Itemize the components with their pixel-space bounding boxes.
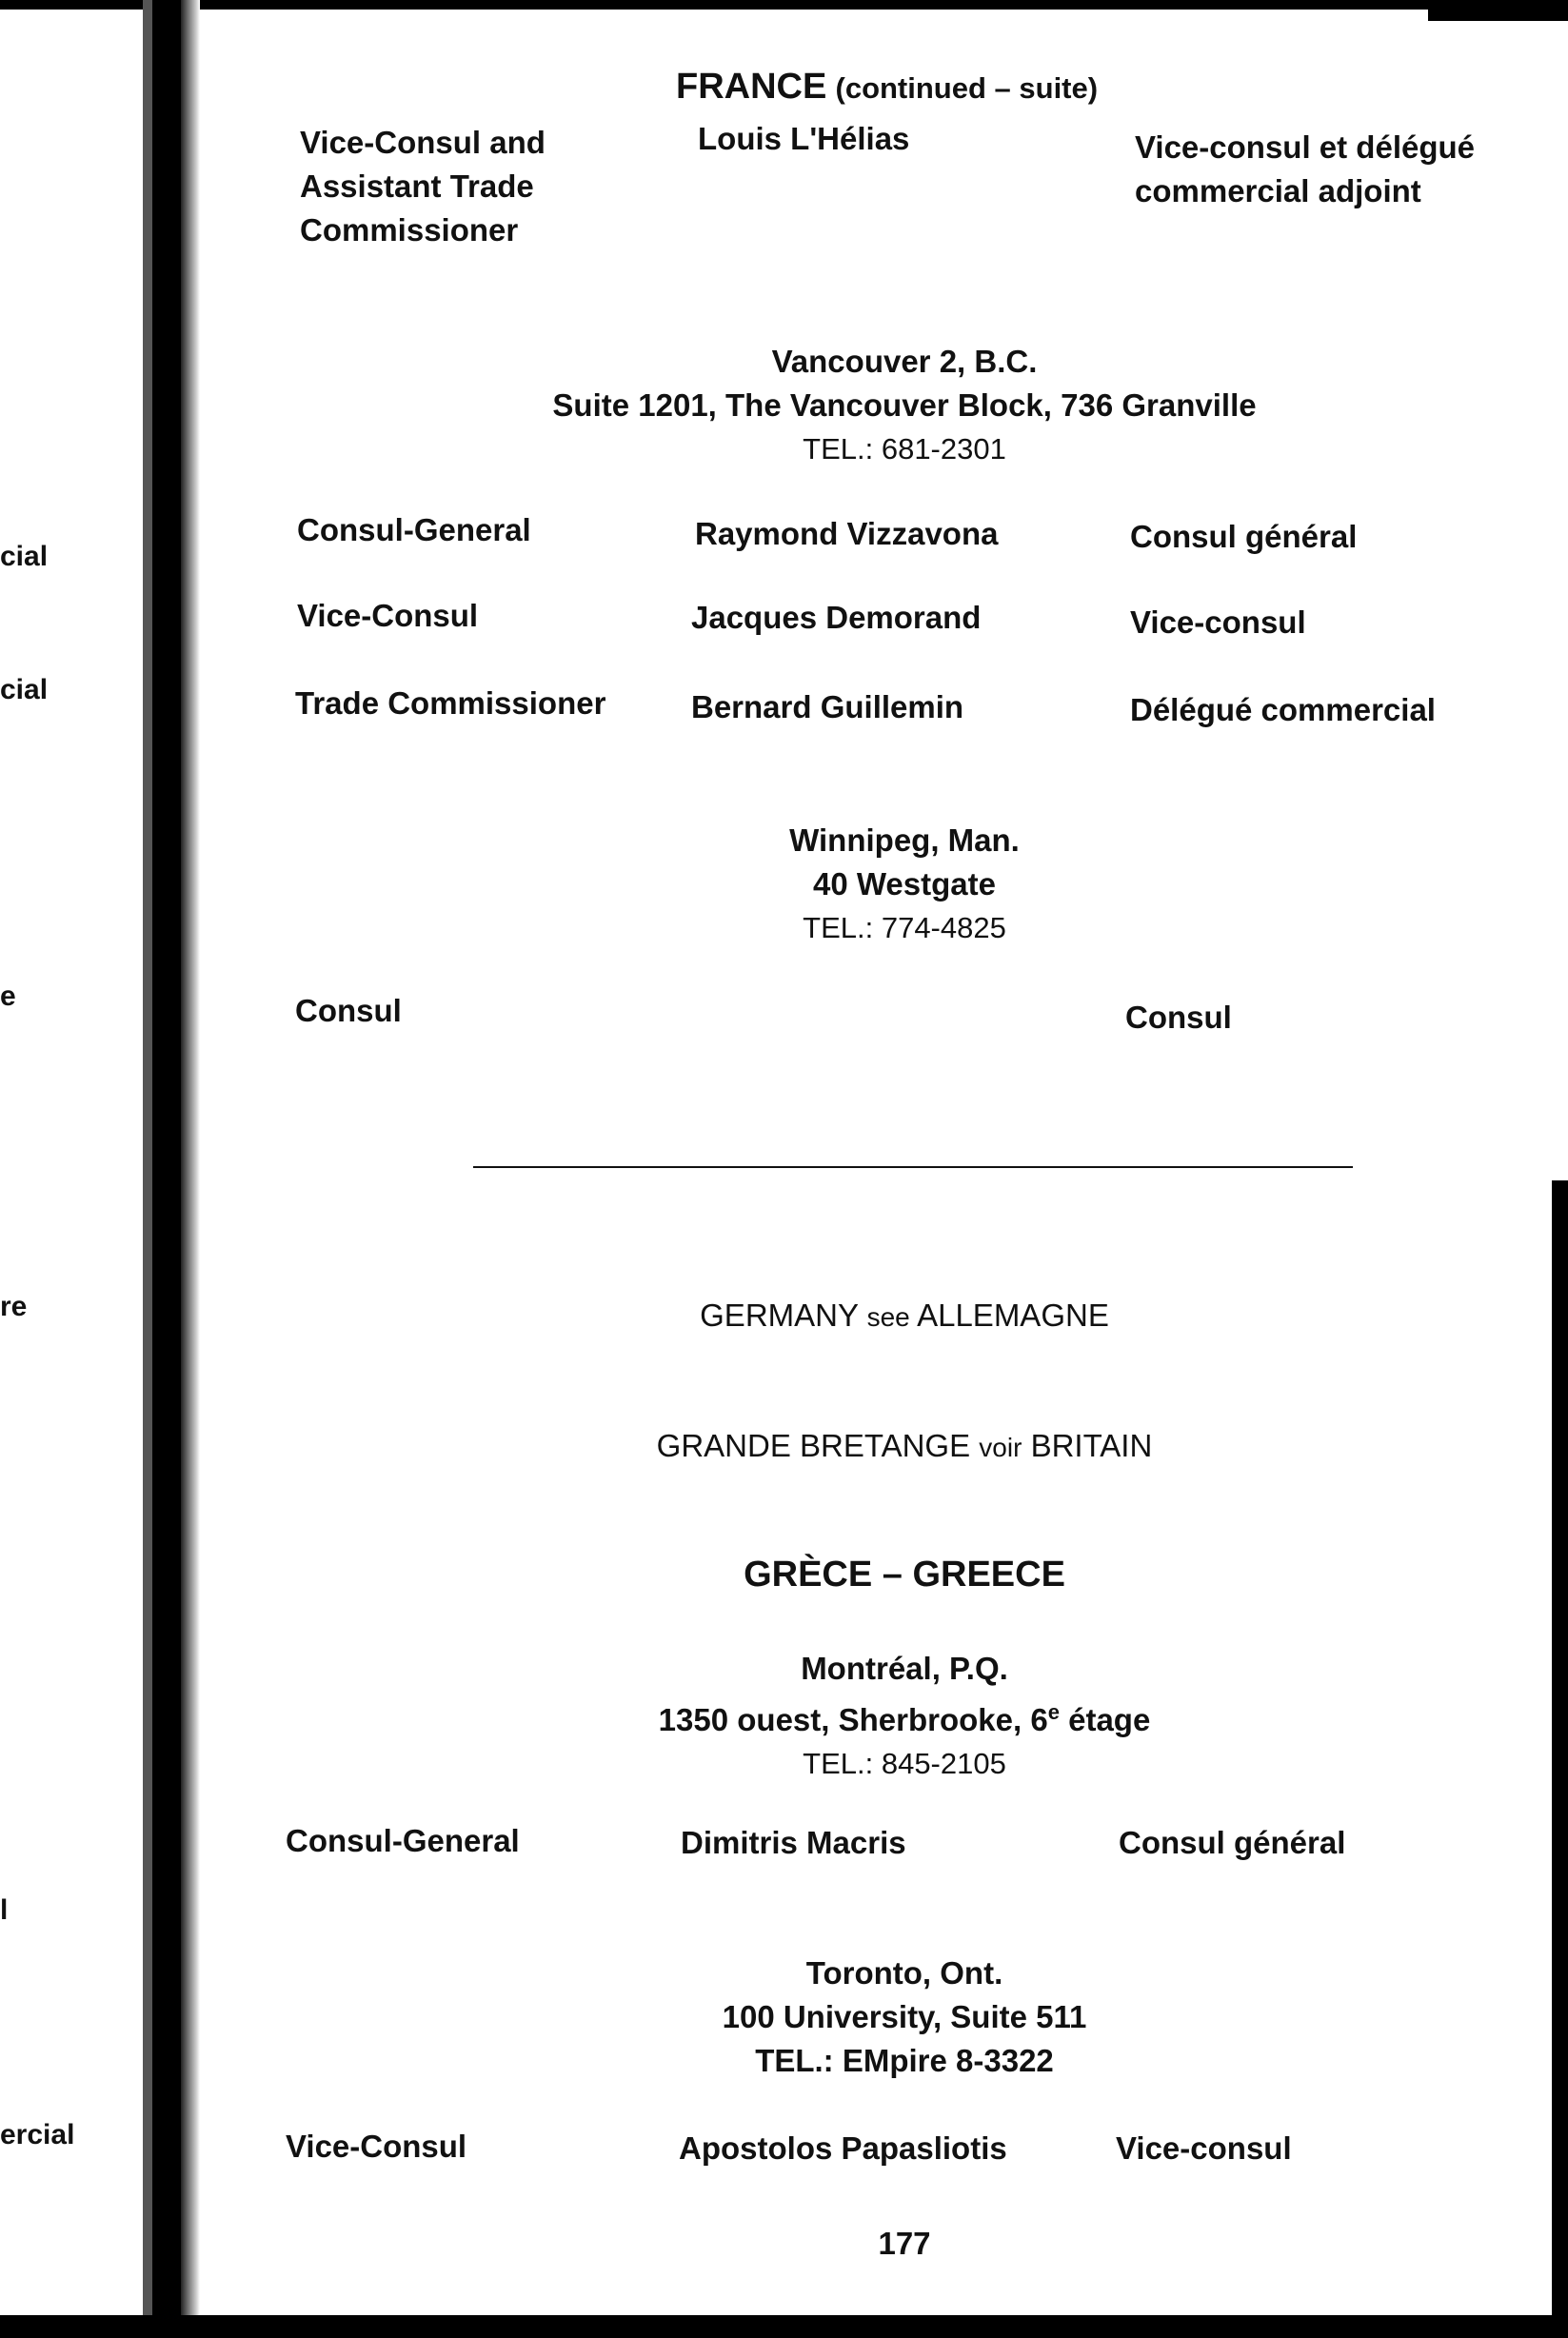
office-address-montreal bbox=[381, 1647, 1428, 1786]
prev-page-fragment: cial bbox=[0, 674, 49, 705]
office-city: Vancouver 2, B.C. bbox=[771, 344, 1038, 379]
person-name: Louis L'Hélias bbox=[698, 121, 910, 156]
title-line: commercial adjoint bbox=[1135, 173, 1421, 208]
office-street: Suite 1201, The Vancouver Block, 736 Granville bbox=[552, 387, 1257, 423]
country-name: FRANCE bbox=[676, 67, 827, 107]
prev-page-fragment: re bbox=[0, 1291, 28, 1322]
book-binding bbox=[152, 0, 181, 2338]
person-name: Jacques Demorand bbox=[691, 600, 982, 635]
title-fr: Consul général bbox=[1130, 519, 1358, 554]
title-line: Vice-Consul and bbox=[300, 125, 546, 160]
title-line: Assistant Trade bbox=[300, 168, 534, 204]
person-name: Raymond Vizzavona bbox=[695, 516, 999, 551]
title-fr: Délégué commercial bbox=[1130, 692, 1436, 727]
office-address-winnipeg bbox=[381, 819, 1428, 950]
title-en bbox=[300, 121, 546, 252]
title-fr: Consul général bbox=[1119, 1825, 1346, 1860]
cross-ref-word: voir bbox=[979, 1433, 1022, 1462]
street-text: 1350 ouest, Sherbrooke, 6 bbox=[658, 1702, 1048, 1737]
cross-ref-target: BRITAIN bbox=[1030, 1428, 1153, 1463]
prev-page-fragment: cial bbox=[0, 541, 49, 572]
title-en: Consul bbox=[295, 993, 402, 1028]
title-fr bbox=[1135, 126, 1475, 213]
office-tel: TEL.: EMpire 8-3322 bbox=[755, 2043, 1054, 2078]
office-tel: TEL.: 681-2301 bbox=[803, 432, 1006, 466]
ordinal-suffix: e bbox=[1047, 1700, 1060, 1724]
office-street: 40 Westgate bbox=[813, 866, 996, 902]
title-fr: Vice-consul bbox=[1130, 604, 1306, 640]
office-tel: TEL.: 845-2105 bbox=[803, 1747, 1006, 1780]
prev-page-fragment: ercial bbox=[0, 2119, 75, 2150]
heading-suffix: (continued – suite) bbox=[835, 71, 1099, 105]
cross-ref-target: ALLEMAGNE bbox=[917, 1298, 1109, 1333]
office-street: 100 University, Suite 511 bbox=[722, 1999, 1087, 2034]
scan-border-top bbox=[0, 0, 1568, 10]
office-city: Toronto, Ont. bbox=[805, 1955, 1003, 1991]
office-city: Montréal, P.Q. bbox=[801, 1651, 1008, 1686]
title-en: Consul-General bbox=[286, 1823, 520, 1858]
office-tel: TEL.: 774-4825 bbox=[803, 911, 1006, 944]
title-line: Vice-consul et délégué bbox=[1135, 129, 1476, 165]
office-address-vancouver bbox=[381, 340, 1428, 471]
title-en: Trade Commissioner bbox=[295, 685, 606, 721]
cross-reference-britain bbox=[381, 1428, 1428, 1464]
scan-border-right bbox=[1552, 1180, 1568, 2338]
section-heading-greece: GRÈCE – GREECE bbox=[744, 1555, 1065, 1595]
cross-ref-term: GERMANY bbox=[700, 1298, 859, 1333]
title-en: Vice-Consul bbox=[297, 598, 479, 633]
cross-reference-germany bbox=[381, 1298, 1428, 1334]
office-street bbox=[381, 1691, 1428, 1742]
scan-border-corner bbox=[1428, 0, 1568, 21]
person-name: Bernard Guillemin bbox=[691, 689, 964, 724]
street-text: étage bbox=[1059, 1702, 1151, 1737]
page-number: 177 bbox=[878, 2226, 931, 2261]
title-line: Commissioner bbox=[300, 212, 519, 248]
office-city: Winnipeg, Man. bbox=[789, 822, 1020, 858]
section-heading-france bbox=[676, 67, 1098, 108]
title-en: Consul-General bbox=[297, 512, 531, 547]
person-name: Dimitris Macris bbox=[681, 1825, 906, 1860]
office-address-toronto bbox=[381, 1952, 1428, 2083]
prev-page-fragment: e bbox=[0, 981, 16, 1012]
section-divider bbox=[473, 1166, 1353, 1168]
title-fr: Vice-consul bbox=[1116, 2130, 1292, 2166]
prev-page-fragment: l bbox=[0, 1894, 9, 1926]
title-en: Vice-Consul bbox=[286, 2129, 467, 2164]
title-fr: Consul bbox=[1125, 1000, 1232, 1035]
cross-ref-term: GRANDE BRETANGE bbox=[656, 1428, 971, 1463]
book-binding-edge bbox=[181, 0, 200, 2338]
person-name: Apostolos Papasliotis bbox=[679, 2130, 1007, 2166]
scan-border-bottom bbox=[0, 2315, 1568, 2338]
cross-ref-word: see bbox=[866, 1302, 910, 1332]
